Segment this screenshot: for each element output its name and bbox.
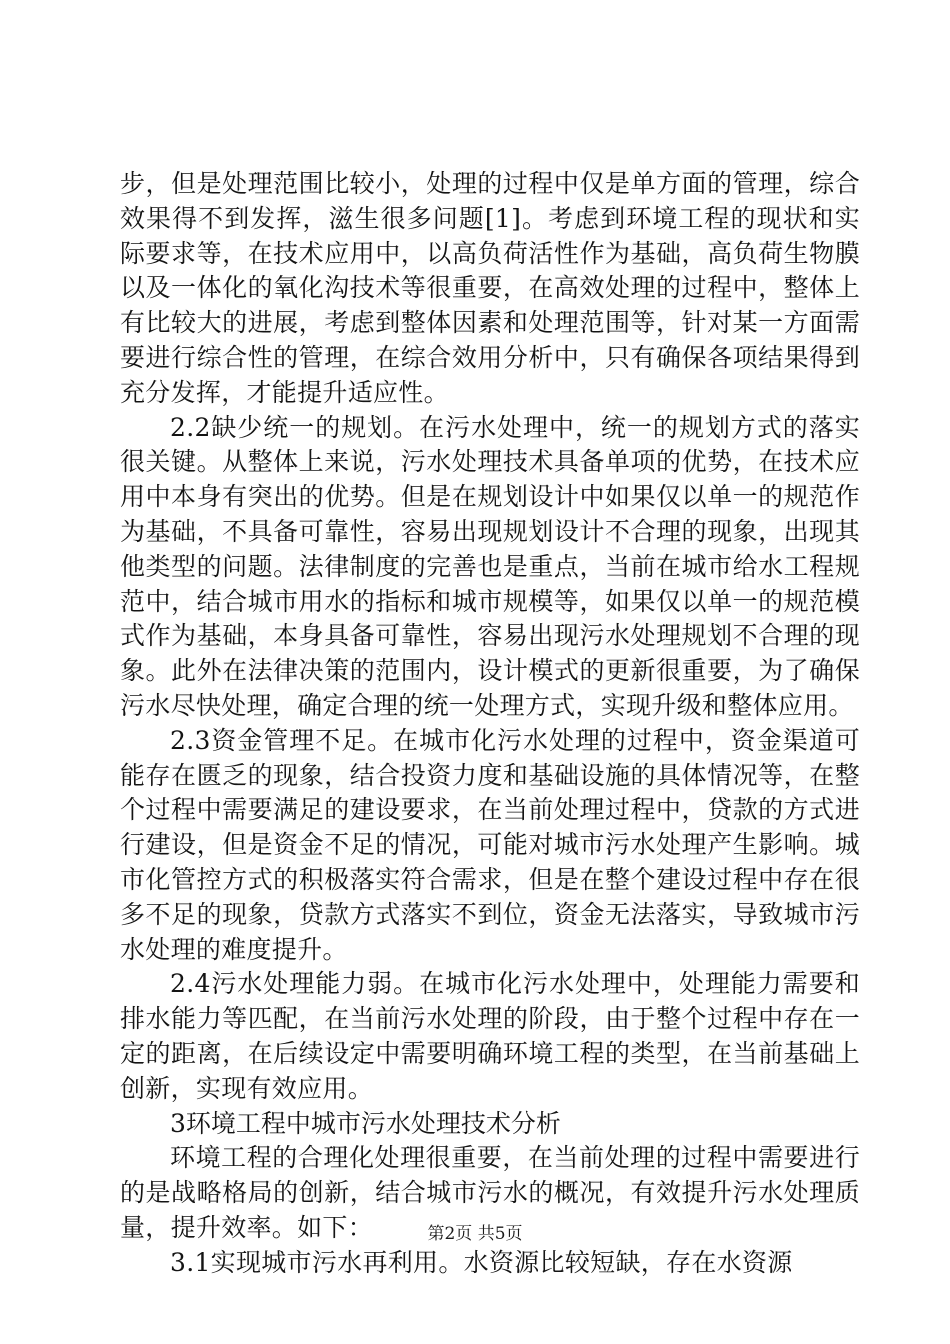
- paragraph-section-3-intro: 环境工程的合理化处理很重要，在当前处理的过程中需要进行的是战略格局的创新，结合城市污水的概况，有效提升污水处理质量，提升效率。如下：: [120, 1143, 860, 1242]
- document-body: [120, 167, 860, 1281]
- page-number-label: 第2页 共5页: [427, 1224, 523, 1244]
- paragraph-section-3-1: 3.1实现城市污水再利用。水资源比较短缺，存在水资源: [170, 1247, 793, 1277]
- paragraph-continuation: 步，但是处理范围比较小，处理的过程中仅是单方面的管理，综合效果得不到发挥，滋生很多问题[1]。考虑到环境工程的现状和实际要求等，在技术应用中，以高负荷活性作为基础，高负荷生物膜以及一体化的氧化沟技术等很重要，在高效处理的过程中，整体上有比较大的进展，考虑到整体因素和处理范围等，针对某一方面需要进行综合性的管理，在综合效用分析中，只有确保各项结果得到充分发挥，才能提升适应性。: [120, 169, 860, 407]
- paragraph-section-2-4: 2.4污水处理能力弱。在城市化污水处理中，处理能力需要和排水能力等匹配，在当前污水处理的阶段，由于整个过程中存在一定的距离，在后续设定中需要明确环境工程的类型，在当前基础上创新，实现有效应用。: [120, 969, 860, 1103]
- paragraph-section-2-2: 2.2缺少统一的规划。在污水处理中，统一的规划方式的落实很关键。从整体上来说，污水处理技术具备单项的优势，在技术应用中本身有突出的优势。但是在规划设计中如果仅以单一的规范作为基础，不具备可靠性，容易出现规划设计不合理的现象，出现其他类型的问题。法律制度的完善也是重点，当前在城市给水工程规范中，结合城市用水的指标和城市规模等，如果仅以单一的规范模式作为基础，本身具备可靠性，容易出现污水处理规划不合理的现象。此外在法律决策的范围内，设计模式的更新很重要，为了确保污水尽快处理，确定合理的统一处理方式，实现升级和整体应用。: [120, 412, 860, 720]
- page-footer: [0, 1219, 950, 1244]
- section-heading-3: 3环境工程中城市污水处理技术分析: [170, 1108, 561, 1138]
- paragraph-section-2-3: 2.3资金管理不足。在城市化污水处理的过程中，资金渠道可能存在匮乏的现象，结合投资力度和基础设施的具体情况等，在整个过程中需要满足的建设要求，在当前处理过程中，贷款的方式进行建设，但是资金不足的情况，可能对城市污水处理产生影响。城市化管控方式的积极落实符合需求，但是在整个建设过程中存在很多不足的现象，贷款方式落实不到位，资金无法落实，导致城市污水处理的难度提升。: [120, 725, 860, 964]
